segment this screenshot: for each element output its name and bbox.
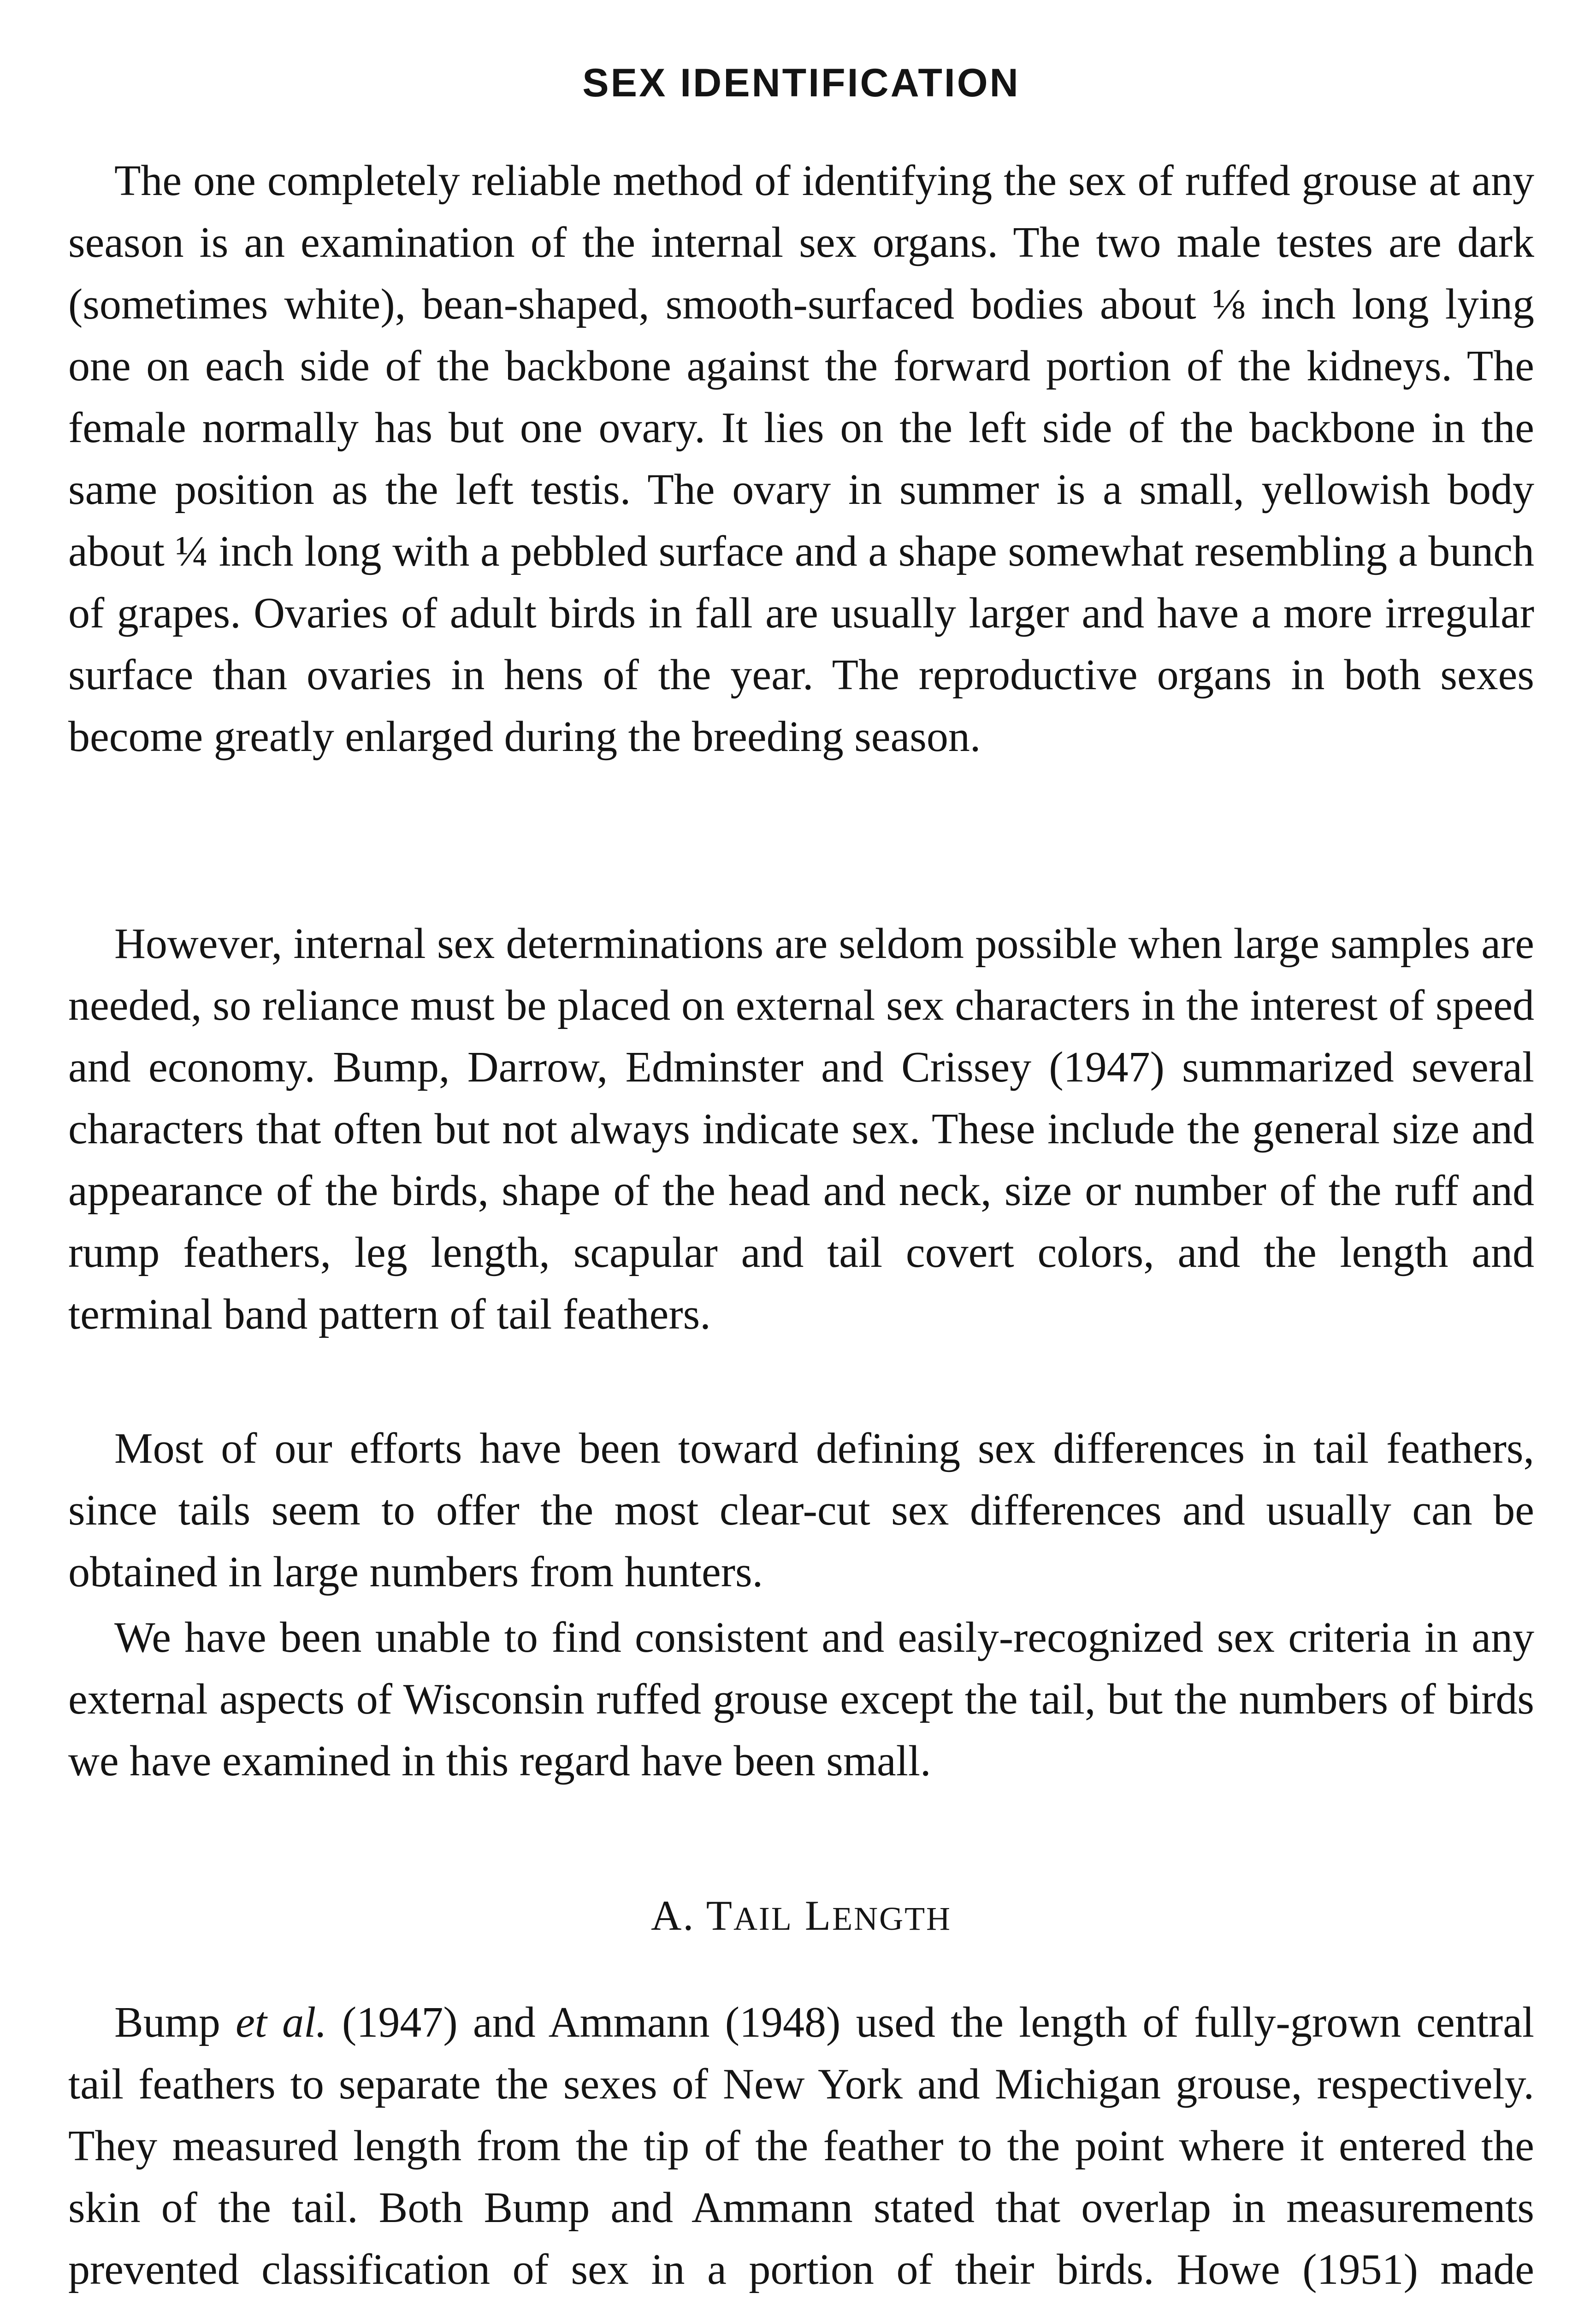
paragraph-tail-length-studies: [68, 1992, 1534, 2305]
subheading-smallcaps: AIL: [733, 1900, 793, 1937]
paragraph-text: Bump: [114, 1998, 236, 2046]
paragraph-wisconsin-criteria: We have been unable to find consistent and easily-recognized sex criteria in any external aspects of Wisconsin ruffed grouse except the tail, but the numbers of birds we have examined in this regard have been small.: [68, 1614, 1534, 1785]
italic-citation: et al.: [236, 1998, 327, 2046]
subsection-heading-tail-length: [68, 1890, 1534, 1944]
paragraph-tail-feathers: Most of our efforts have been toward defining sex differences in tail feathers, since tails seem to offer the most clear-cut sex differences and usually can be obtained in large numbers from hunters.: [68, 1424, 1534, 1596]
subheading-part: L: [792, 1892, 833, 1939]
paragraph-text: (1947) and Ammann (1948) used the length of fully-grown central tail feathers to separate the sexes of New York and Michigan grouse, respectively. They measured length from the tip of the feather to the point where it entered the skin of the tail. Both Bump and Ammann stated that overlap in measurements prevented classification of sex in a portion of their birds. Howe (1951) made: [68, 1998, 1534, 2293]
paragraph-internal-organs: The one completely reliable method of identifying the sex of ruffed grouse at any season is an examination of the internal sex organs. The two male testes are dark (sometimes white), bean-shaped, smooth-surfaced bodies about ⅛ inch long lying one on each side of the backbone against the forward portion of the kidneys. The female normally has but one ovary. It lies on the left side of the backbone in the same position as the left testis. The ovary in summer is a small, yellowish body about ¼ inch long with a pebbled surface and a shape somewhat resembling a bunch of grapes. Ovaries of adult birds in fall are usually larger and have a more irregular surface than ovaries in hens of the year. The reproductive organs in both sexes become greatly enlarged during the breeding season.: [68, 157, 1534, 761]
subheading-part: A. T: [650, 1892, 733, 1939]
document-page: [68, 0, 1534, 2305]
paragraph-external-characters: However, internal sex determinations are seldom possible when large samples are needed, so reliance must be placed on external sex characters in the interest of speed and economy. Bump, Darrow, Edminster and Crissey (1947) summarized several characters that often but not always indicate sex. These include the general size and appearance of the birds, shape of the head and neck, size or number of the ruff and rump feathers, leg length, scapular and tail covert colors, and the length and terminal band pattern of tail feathers.: [68, 920, 1534, 1338]
subheading-smallcaps: ENGTH: [832, 1900, 952, 1937]
section-heading: SEX IDENTIFICATION: [582, 61, 1020, 105]
